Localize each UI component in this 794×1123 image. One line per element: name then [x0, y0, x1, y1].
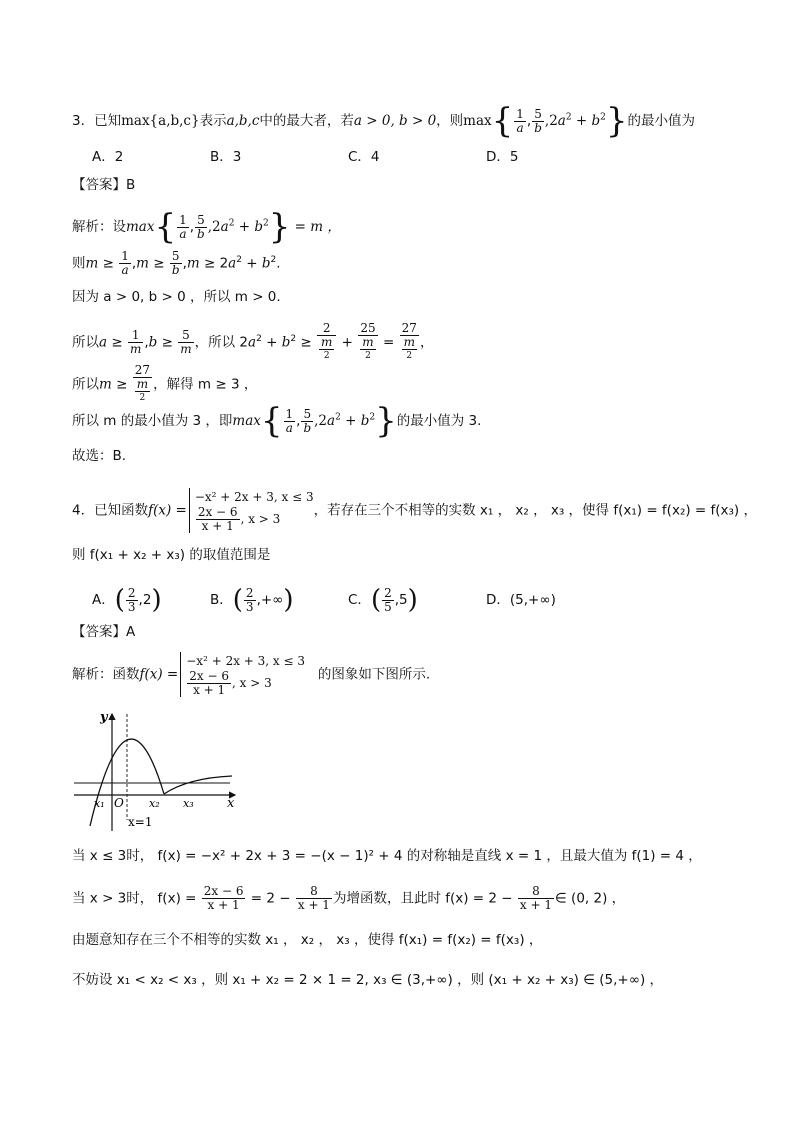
- q4-answer-label: 【答案】A: [72, 624, 136, 640]
- q3-option-d[interactable]: D．5: [486, 149, 519, 165]
- q3-stem: 3．已知max{a,b,c}表示a,b,c中的最大者，若a > 0, b > 0，则max{ $\frac{1}{a}$ , $\frac{5}{b}$ $,2a^2 + b^2$}的最小值为: [72, 101, 696, 141]
- ans3-line2: 则m ≥ $\frac{1}{a}$ ,m ≥ $\frac{5}{b}$ $,m \ge 2a^2 + b^2$.: [72, 249, 281, 277]
- origin-label: O: [114, 796, 124, 810]
- x1-label: x₁: [94, 797, 105, 810]
- q4-stem-2: 则 f(x₁ + x₂ + x₃) 的取值范围是: [72, 547, 271, 563]
- q3-option-a[interactable]: A．2: [92, 149, 124, 165]
- q4-option-c[interactable]: C．( $\frac{2}{5}$ ,5): [348, 585, 418, 615]
- q4-option-d[interactable]: D．(5,+∞): [486, 592, 556, 608]
- parabola-curve: [90, 739, 164, 826]
- q3-option-c[interactable]: C．4: [348, 149, 380, 165]
- x2-label: x₂: [149, 797, 160, 810]
- ans3-line1: 解析：设max{ $\frac{1}{a}$ , $\frac{5}{b}$ $,2a^2 + b^2\} = m$ ，: [72, 207, 341, 247]
- ans3-line5: 所以m ≥ 27 m 2 ，解得 m ≥ 3 ，: [72, 363, 258, 403]
- y-label: y: [100, 710, 108, 725]
- x-label: x: [227, 796, 235, 811]
- function-graph: [70, 708, 245, 833]
- q4-option-b[interactable]: B．( $\frac{2}{3}$ ,+∞): [210, 585, 294, 615]
- ans4-line3: 当 x > 3时， f(x) = $\frac{2x - 6}{x + 1}$ = 2 − $\frac{8}{x + 1}$ 为增函数，且此时 f(x) = 2 − $\frac{8}{x + 1}$ ∈ (0, 2) ，: [72, 884, 626, 912]
- q3-answer-label: 【答案】B: [72, 177, 136, 193]
- x3-label: x₃: [183, 797, 194, 810]
- q3-option-b[interactable]: B．3: [210, 149, 242, 165]
- ans4-line4: 由题意知存在三个不相等的实数 x₁ ， x₂ ， x₃ ，使得 f(x₁) = f(x₂) = f(x₃) ，: [72, 932, 543, 948]
- ans4-line1: 解析：函数f(x) = −x² + 2x + 3, x ≤ 3 $\frac{2x - 6}{x + 1}$ , x > 3 的图象如下图所示.: [72, 654, 431, 697]
- ans3-line4: 所以a ≥ $\frac{1}{m}$ ,b ≥ $\frac{5}{m}$ ，所以 $2a^2 + b^2$ ≥ 2 m 2 + 25 m 2 = 27 m 2 ，: [72, 321, 434, 361]
- ans3-line7: 故选：B.: [72, 448, 127, 464]
- q4-stem: 4．已知函数f(x) = −x² + 2x + 3, x ≤ 3 $\frac{2x - 6}{x + 1}$ , x > 3 ，若存在三个不相等的实数 x₁ ， x₂ ， x₃ ，使得 f(x₁) = f(x₂) = f(x₃) ，: [72, 490, 757, 533]
- ans3-line6: 所以 m 的最小值为 3 ，即max{ $\frac{1}{a}$ , $\frac{5}{b}$ $,2a^2 + b^2$}的最小值为 3.: [72, 401, 482, 441]
- q4-option-a[interactable]: A．( $\frac{2}{3}$ ,2): [92, 585, 162, 615]
- ans4-line5: 不妨设 x₁ < x₂ < x₃ ，则 x₁ + x₂ = 2 × 1 = 2, x₃ ∈ (3,+∞) ，则 (x₁ + x₂ + x₃) ∈ (5,+∞) ，: [72, 972, 664, 988]
- symmetry-label: x=1: [128, 815, 153, 829]
- ans3-line3: 因为 a > 0, b > 0 ，所以 m > 0.: [72, 289, 281, 305]
- ans4-line2: 当 x ≤ 3时， f(x) = −x² + 2x + 3 = −(x − 1)² + 4 的对称轴是直线 x = 1 ，且最大值为 f(1) = 4 ，: [72, 848, 702, 864]
- hyperbola-curve: [164, 776, 232, 794]
